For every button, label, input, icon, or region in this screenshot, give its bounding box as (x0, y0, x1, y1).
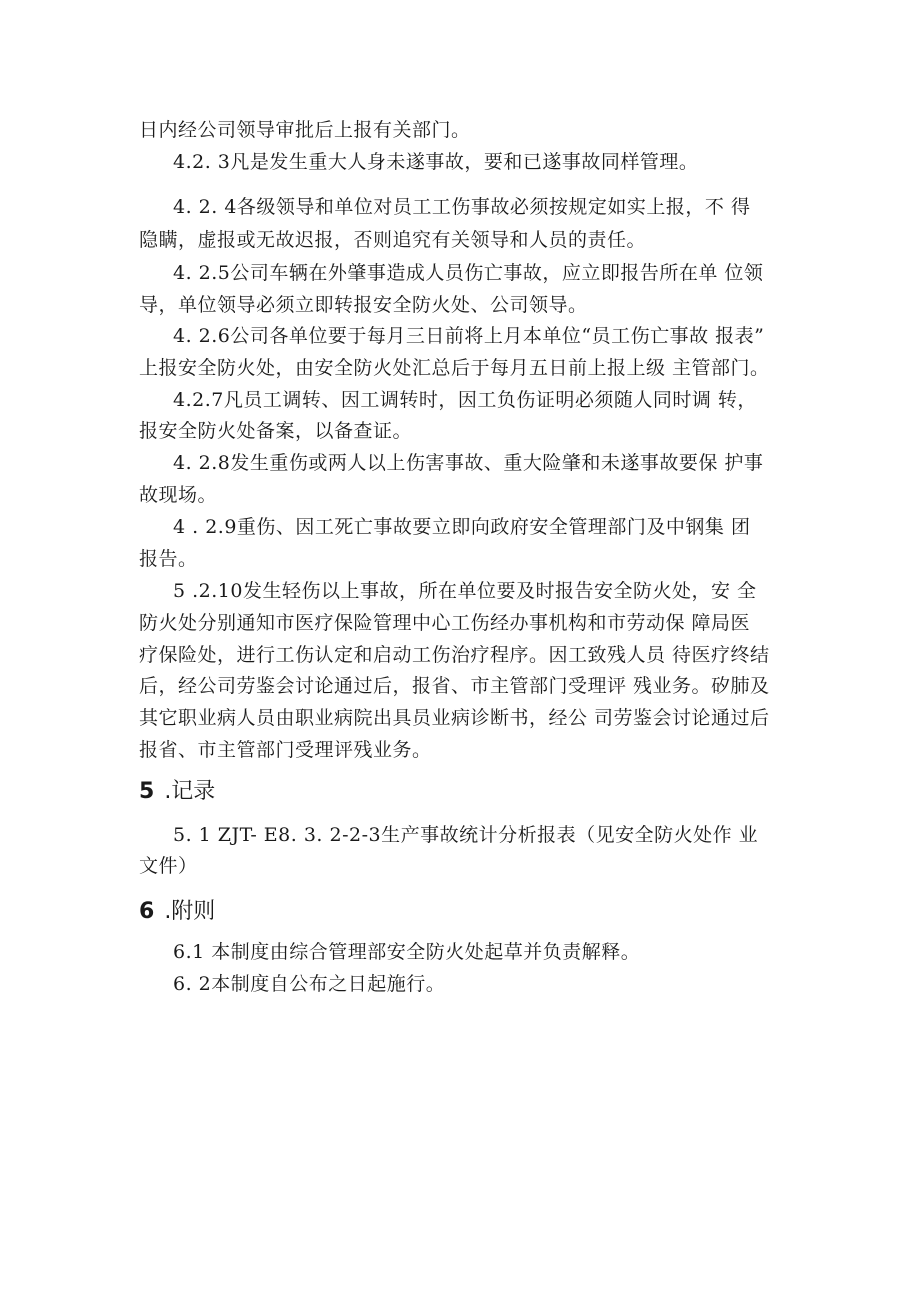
section-number: 6 (139, 899, 155, 924)
text-line: 5. 1 ZJT- E8. 3. 2-2-3生产事故统计分析报表（见安全防火处作 业 (173, 824, 759, 846)
text-line: 4.2.7凡员工调转、因工调转时，因工负伤证明必须随人同时调 转， (173, 389, 757, 411)
text-line: 后，经公司劳鉴会讨论通过后，报省、市主管部门受理评 残业务。矽肺及 (139, 675, 770, 697)
section-heading-records (139, 777, 215, 807)
text-line: 日内经公司领导审批后上报有关部门。 (139, 119, 471, 141)
text-line: 6. 2本制度自公布之日起施行。 (173, 973, 446, 995)
text-line: 报省、市主管部门受理评残业务。 (139, 739, 432, 761)
text-line: 6.1 本制度由综合管理部安全防火处起草并负责解释。 (173, 941, 641, 963)
text-line: 隐瞒，虚报或无故迟报，否则追究有关领导和人员的责任。 (139, 229, 647, 251)
text-line: 上报安全防火处，由安全防火处汇总后于每月五日前上报上级 主管部门。 (139, 357, 770, 379)
text-line: 防火处分别通知市医疗保险管理中心工伤经办事机构和市劳动保 障局医 (139, 612, 751, 634)
text-line: 4. 2.8发生重伤或两人以上伤害事故、重大险肇和未遂事故要保 护事 (173, 452, 764, 474)
text-line: 4. 2.6公司各单位要于每月三日前将上月本单位“员工伤亡事故 报表” (173, 325, 765, 347)
section-title: .附则 (164, 899, 216, 924)
text-line: 文件） (139, 855, 198, 877)
text-line: 其它职业病人员由职业病院出具员业病诊断书，经公 司劳鉴会讨论通过后 (139, 707, 770, 729)
section-heading-supplementary (139, 897, 215, 927)
text-line: 导，单位领导必须立即转报安全防火处、公司领导。 (139, 294, 588, 316)
text-line: 4.2. 3凡是发生重大人身未遂事故，要和已遂事故同样管理。 (173, 151, 699, 173)
section-title: .记录 (164, 779, 216, 804)
section-number: 5 (139, 779, 155, 804)
text-line: 疗保险处，进行工伤认定和启动工伤治疗程序。因工致残人员 待医疗终结 (139, 644, 770, 666)
text-line: 报安全防火处备案，以备查证。 (139, 420, 413, 442)
text-line: 4. 2. 4各级领导和单位对员工工伤事故必须按规定如实上报，不 得 (173, 196, 751, 218)
text-line: 报告。 (139, 548, 198, 570)
text-line: 5 .2.10发生轻伤以上事故，所在单位要及时报告安全防火处，安 全 (173, 580, 757, 602)
text-line: 故现场。 (139, 484, 218, 506)
text-line: 4 . 2.9重伤、因工死亡事故要立即向政府安全管理部门及中钢集 团 (173, 516, 751, 538)
text-line: 4. 2.5公司车辆在外肇事造成人员伤亡事故，应立即报告所在单 位领 (173, 262, 764, 284)
